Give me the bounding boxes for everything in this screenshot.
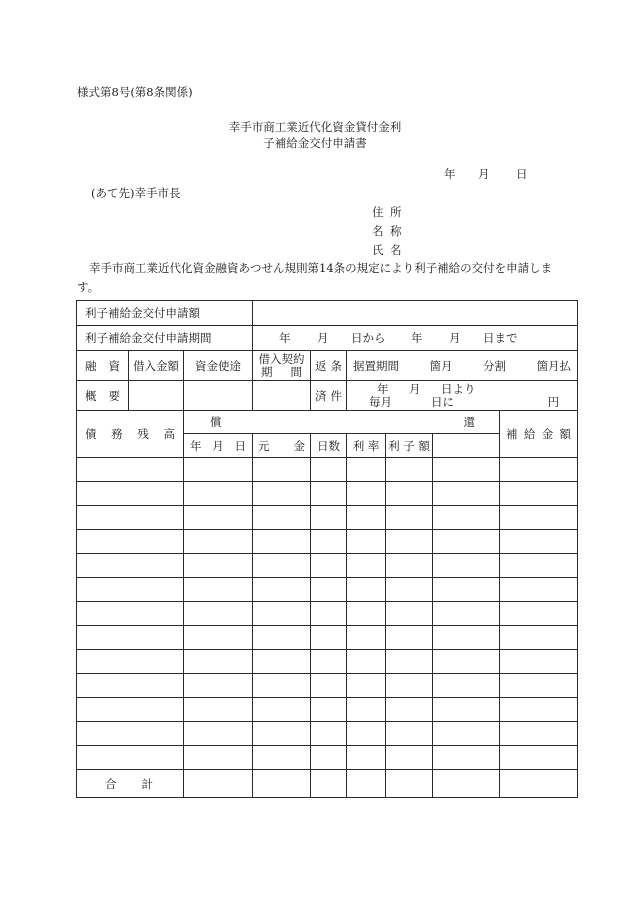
table-row: [77, 722, 578, 746]
date-line: [444, 166, 528, 182]
total-principal[interactable]: [253, 770, 311, 798]
total-subsidy[interactable]: [500, 770, 578, 798]
repayment-terms-label-top: 返 条: [311, 351, 347, 381]
subsidy-amount-header: 補 給 金 額: [500, 411, 578, 458]
borrow-amount-value[interactable]: [129, 381, 184, 411]
principal-header: 元 金: [253, 434, 311, 458]
debt-balance-header: 債 務 残 高: [77, 411, 184, 458]
repayment-header: 償 還: [184, 411, 500, 434]
table-row: [77, 674, 578, 698]
contract-period-label: 借入契約 期 間: [253, 351, 311, 381]
subsidy-period-label: 利子補給金交付申請期間: [77, 326, 253, 351]
contract-period-value[interactable]: [253, 381, 311, 411]
subsidy-amount-label: 利子補給金交付申請額: [77, 301, 253, 326]
table-row: [77, 482, 578, 506]
table-row: [77, 626, 578, 650]
deferral-period-cell[interactable]: 据置期間 箇月 分割 箇月払: [347, 351, 578, 381]
table-row: [77, 554, 578, 578]
table-row: [77, 602, 578, 626]
application-statement: 幸手市商工業近代化資金融資あつせん規則第14条の規定により利子補給の交付を申請します。: [77, 261, 553, 294]
interest-header: 利 子 額: [386, 434, 433, 458]
table-row: [77, 698, 578, 722]
subsidy-period-value[interactable]: 年 月 日から 年 月 日まで: [253, 326, 578, 351]
total-extra[interactable]: [433, 770, 500, 798]
table-row: [77, 746, 578, 770]
table-row: [77, 650, 578, 674]
applicant-name-label: 名 称: [372, 224, 402, 238]
ledger-rows: [77, 458, 578, 770]
table-row: [77, 506, 578, 530]
repayment-schedule-cell[interactable]: 年 月 日より 毎月 日に 円: [347, 381, 578, 411]
borrow-amount-label: 借入金額: [129, 351, 184, 381]
days-header: 日数: [311, 434, 347, 458]
fund-use-value[interactable]: [184, 381, 253, 411]
date-month: 月: [478, 167, 490, 181]
document-title-line-2: 子補給金交付申請書: [263, 136, 367, 150]
date-day: 日: [516, 167, 528, 181]
total-days[interactable]: [311, 770, 347, 798]
subsidy-amount-value[interactable]: [253, 301, 578, 326]
fund-use-label: 資金使途: [184, 351, 253, 381]
total-rate[interactable]: [347, 770, 386, 798]
total-date[interactable]: [184, 770, 253, 798]
rate-header: 利 率: [347, 434, 386, 458]
applicant-person-label: 氏 名: [372, 243, 402, 257]
table-row: [77, 578, 578, 602]
table-row: [77, 458, 578, 482]
subsidy-form-table: [76, 300, 578, 798]
loan-overview-label-bottom: 概 要: [77, 381, 129, 411]
total-label: 合 計: [77, 770, 184, 798]
repayment-terms-label-bottom: 済 件: [311, 381, 347, 411]
document-title-line-1: 幸手市商工業近代化資金貸付金利: [228, 120, 402, 134]
table-row: [77, 530, 578, 554]
addressee: (あて先)幸手市長: [91, 186, 181, 200]
applicant-address-label: 住 所: [372, 205, 402, 219]
repayment-date-header: 年 月 日: [184, 434, 253, 458]
loan-overview-label-top: 融 資: [77, 351, 129, 381]
date-year: 年: [444, 167, 456, 181]
form-number: 様式第8号(第8条関係): [77, 85, 193, 99]
total-interest[interactable]: [386, 770, 433, 798]
